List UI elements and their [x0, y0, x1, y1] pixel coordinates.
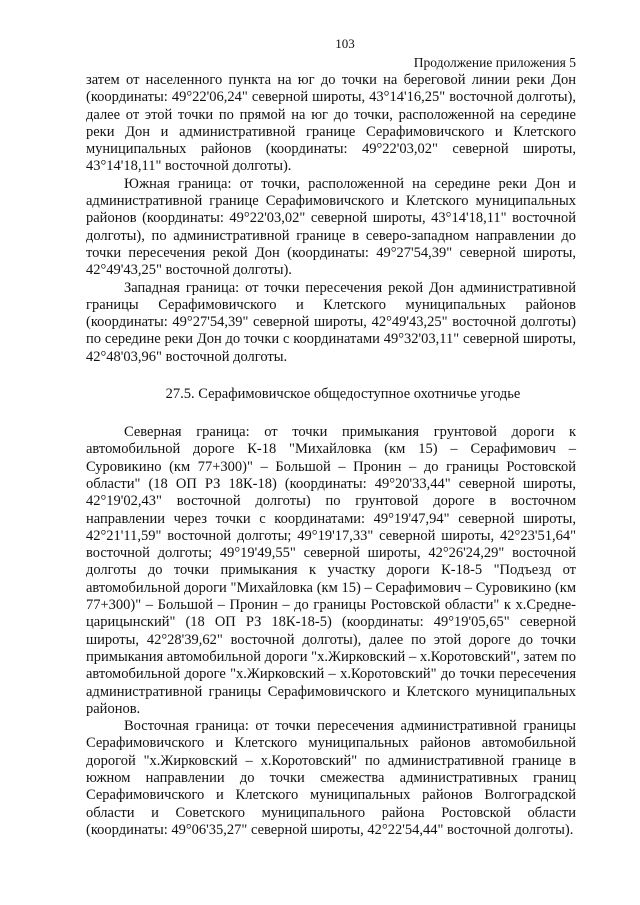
- paragraph-continuation: затем от населенного пункта на юг до точки на береговой линии реки Дон (координаты: 49°22'06,24" северной широты, 43°14'16,25" восточной долготы), далее от этой точки по прямой на юг до точки, расположенной на середине реки Дон и административной границе Серафимовичского и Клетского муниципальных районов (координаты: 49°22'03,02" северной широты, 43°14'18,11" восточной долготы).: [86, 72, 576, 175]
- paragraph-northern-border: Северная граница: от точки примыкания грунтовой дороги к автомобильной дороге К-18 "Михайловка (км 15) – Серафимович – Суровикино (км 77+300)" – Большой – Пронин – до границы Ростовской области" (18 ОП РЗ 18К-18) (координаты: 49°20'33,44" северной широты, 42°19'02,43" восточной долготы) по грунтовой дороге в восточном направлении через точки с координатами: 49°19'47,94" северной широты, 42°21'11,59" восточной долготы; 49°19'17,33" северной широты, 42°23'51,64" восточной долготы; 49°19'49,55" северной широты, 42°26'24,29" восточной долготы до точки примыкания к участку дороги К-18-5 "Подъезд от автомобильной дороги "Михайловка (км 15) – Серафимович – Суровикино (км 77+300)" – Большой – Пронин – до границы Ростовской области" к х.Средне-царицынский" (18 ОП РЗ 18К-18-5) (координаты: 49°19'05,65" северной широты, 42°28'39,62" восточной долготы), далее по этой дороге до точки примыкания автомобильной дороги "х.Жирковский – х.Коротовский", затем по автомобильной дороге "х.Жирковский – х.Коротовский" до точки пересечения административной границы Серафимовичского и Клетского муниципальных районов.: [86, 424, 576, 717]
- page-number: 103: [335, 36, 355, 51]
- appendix-continuation-note: Продолжение приложения 5: [413, 55, 576, 70]
- paragraph-southern-border: Южная граница: от точки, расположенной на середине реки Дон и административной границе Серафимовичского и Клетского муниципальных районов (координаты: 49°22'03,02" северной широты, 43°14'18,11" восточной долготы), по административной границе в северо-западном направлении до точки пересечения рекой Дон (координаты: 49°27'54,39" северной широты, 42°49'43,25" восточной долготы).: [86, 175, 576, 279]
- document-page: [86, 36, 576, 839]
- paragraph-western-border: Западная граница: от точки пересечения рекой Дон административной границы Серафимовичского и Клетского муниципальных районов (координаты: 49°27'54,39" северной широты, 42°49'43,25" восточной долготы) по середине реки Дон до точки с координатами 49°32'03,11" северной широты, 42°48'03,96" восточной долготы.: [86, 279, 576, 365]
- paragraph-eastern-border: Восточная граница: от точки пересечения административной границы Серафимовичского и Клетского муниципальных районов автомобильной дорогой "х.Жирковский – х.Коротовский" по административной границе в южном направлении до точки смежества административных границ Серафимовичского и Клетского муниципальных районов Волгоградской области и Советского муниципального района Ростовской области (координаты: 49°06'35,27" северной широты, 42°22'54,44" восточной долготы).: [86, 718, 576, 838]
- section-title: 27.5. Серафимовичское общедоступное охотничье угодье: [165, 386, 521, 403]
